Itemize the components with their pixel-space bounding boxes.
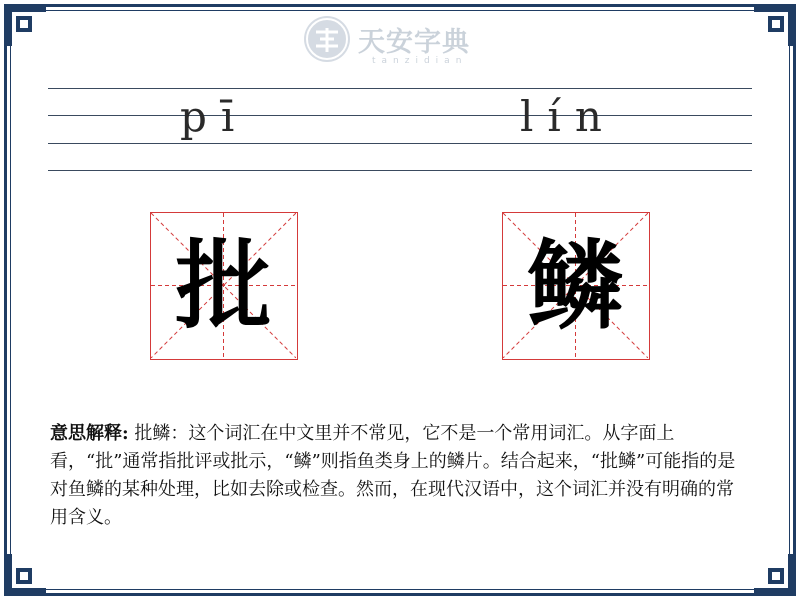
- explanation-label: 意思解释:: [50, 423, 129, 444]
- character-2: 鳞: [527, 228, 624, 342]
- pinyin-syllable-2: lín: [520, 92, 616, 141]
- explanation-text: 批鳞：这个词汇在中文里并不常见，它不是一个常用词汇。从字面上看，“批”通常指批评或批示，“鳞”则指鱼类身上的鳞片。结合起来，“批鳞”可能指的是对鱼鳞的某种处理，比如去除或检查。然而，在现代汉语中，这个词汇并没有明确的常用含义。: [50, 423, 736, 528]
- character-grid-2: [502, 212, 650, 360]
- corner-ornament-icon: [752, 552, 798, 598]
- pinyin-syllable-1: pī: [180, 92, 249, 141]
- site-logo: [300, 14, 500, 70]
- logo-subtitle: tanzidian: [372, 56, 468, 66]
- dictionary-emblem-icon: [304, 16, 350, 62]
- corner-ornament-icon: [2, 2, 48, 48]
- corner-ornament-icon: [2, 552, 48, 598]
- pinyin-ruled-lines: [48, 88, 752, 172]
- character-1: 批: [175, 228, 272, 342]
- explanation-paragraph: [50, 420, 750, 532]
- character-grid-1: [150, 212, 298, 360]
- logo-title: 天安字典: [358, 27, 470, 58]
- corner-ornament-icon: [752, 2, 798, 48]
